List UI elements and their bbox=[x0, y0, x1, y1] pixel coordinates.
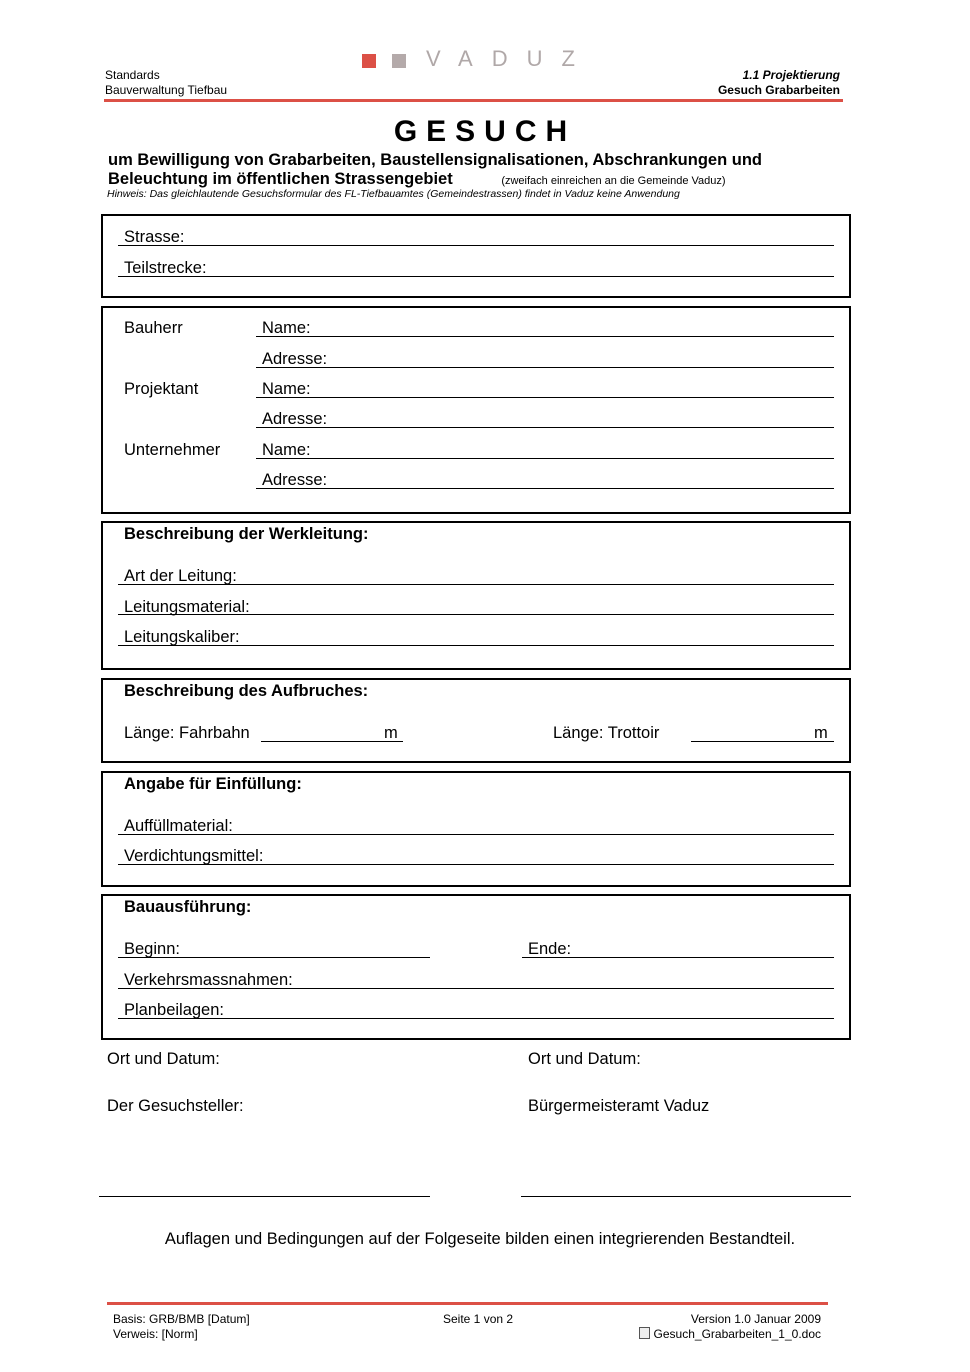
kaliber-label: Leitungskaliber: bbox=[124, 628, 240, 646]
fahrbahn-label: Länge: Fahrbahn bbox=[124, 724, 250, 742]
projektant-name-label: Name: bbox=[262, 380, 311, 398]
unternehmer-name-field[interactable] bbox=[256, 458, 834, 459]
header-department: Bauverwaltung Tiefbau bbox=[105, 83, 228, 97]
beginn-field[interactable] bbox=[118, 957, 430, 958]
verdichtung-field[interactable] bbox=[118, 864, 834, 865]
document-icon bbox=[639, 1327, 650, 1339]
footer-right bbox=[639, 1312, 821, 1342]
projektant-label: Projektant bbox=[124, 380, 199, 398]
material-field[interactable] bbox=[118, 614, 834, 615]
footer-left bbox=[113, 1312, 250, 1342]
header-standards: Standards bbox=[105, 68, 160, 82]
auflagen-text: Auflagen und Bedingungen auf der Folgeseite bilden einen integrierenden Bestandteil. bbox=[164, 1230, 796, 1248]
footer-version: Version 1.0 Januar 2009 bbox=[690, 1312, 821, 1326]
logo-grey-square bbox=[392, 54, 406, 68]
art-label: Art der Leitung: bbox=[124, 567, 237, 585]
unternehmer-adresse-field[interactable] bbox=[256, 488, 834, 489]
projektant-adresse-label: Adresse: bbox=[262, 410, 328, 428]
footer-basis: Basis: GRB/BMB [Datum] bbox=[113, 1312, 250, 1326]
trottoir-field[interactable] bbox=[691, 741, 834, 742]
buergermeisteramt-label: Bürgermeisteramt Vaduz bbox=[528, 1097, 710, 1115]
unternehmer-adresse-label: Adresse: bbox=[262, 471, 328, 489]
subtitle-line1: um Bewilligung von Grabarbeiten, Baustellensignalisationen, Abschrankungen und bbox=[108, 151, 762, 169]
auffuellmaterial-label: Auffüllmaterial: bbox=[124, 817, 233, 835]
plan-label: Planbeilagen: bbox=[124, 1001, 224, 1019]
einfuellung-heading: Angabe für Einfüllung: bbox=[124, 775, 302, 793]
bauherr-adresse-label: Adresse: bbox=[262, 350, 328, 368]
werkleitung-heading: Beschreibung der Werkleitung: bbox=[124, 525, 369, 543]
location-box bbox=[101, 214, 851, 298]
unternehmer-label: Unternehmer bbox=[124, 441, 221, 459]
bauherr-label: Bauherr bbox=[124, 319, 183, 337]
projektant-name-field[interactable] bbox=[256, 397, 834, 398]
ort-datum-right: Ort und Datum: bbox=[528, 1050, 641, 1068]
trottoir-unit: m bbox=[814, 724, 828, 742]
header-doc-title: Gesuch Grabarbeiten bbox=[717, 83, 840, 97]
bauherr-name-field[interactable] bbox=[256, 336, 834, 337]
header-left bbox=[105, 68, 227, 98]
footer-page: Seite 1 von 2 bbox=[443, 1312, 514, 1326]
footer-file bbox=[639, 1327, 821, 1342]
art-field[interactable] bbox=[118, 584, 834, 585]
gesuchsteller-label: Der Gesuchsteller: bbox=[107, 1097, 244, 1115]
bauausfuehrung-heading: Bauausführung: bbox=[124, 898, 252, 916]
header-rule bbox=[104, 99, 843, 102]
hinweis-note: Hinweis: Das gleichlautende Gesuchsformular des FL-Tiefbauamtes (Gemeindestrassen) findet in Vaduz keine Anwendung bbox=[107, 188, 680, 200]
kaliber-field[interactable] bbox=[118, 645, 834, 646]
gesuchsteller-signature-line[interactable] bbox=[99, 1196, 430, 1197]
beginn-label: Beginn: bbox=[124, 940, 180, 958]
projektant-adresse-field[interactable] bbox=[256, 427, 834, 428]
fahrbahn-unit: m bbox=[384, 724, 398, 742]
verkehr-field[interactable] bbox=[118, 988, 834, 989]
aufbruch-heading: Beschreibung des Aufbruches: bbox=[124, 682, 369, 700]
teilstrecke-field[interactable] bbox=[118, 276, 834, 277]
bauherr-name-label: Name: bbox=[262, 319, 311, 337]
ende-label: Ende: bbox=[528, 940, 572, 958]
ort-datum-left: Ort und Datum: bbox=[107, 1050, 220, 1068]
footer-filename: Gesuch_Grabarbeiten_1_0.doc bbox=[653, 1327, 821, 1341]
auffuellmaterial-field[interactable] bbox=[118, 834, 834, 835]
trottoir-label: Länge: Trottoir bbox=[553, 724, 660, 742]
buergermeisteramt-signature-line[interactable] bbox=[521, 1196, 851, 1197]
plan-field[interactable] bbox=[118, 1018, 834, 1019]
logo-text: VADUZ bbox=[426, 46, 594, 71]
header-right bbox=[718, 68, 840, 98]
teilstrecke-label: Teilstrecke: bbox=[124, 259, 207, 277]
verdichtung-label: Verdichtungsmittel: bbox=[124, 847, 264, 865]
strasse-field[interactable] bbox=[118, 245, 834, 246]
footer-verweis: Verweis: [Norm] bbox=[113, 1327, 198, 1341]
header-section: 1.1 Projektierung bbox=[742, 68, 840, 82]
subtitle-note: (zweifach einreichen an die Gemeinde Vaduz) bbox=[501, 175, 726, 187]
unternehmer-name-label: Name: bbox=[262, 441, 311, 459]
subtitle-line2-text: Beleuchtung im öffentlichen Strassengebiet bbox=[108, 170, 453, 188]
verkehr-label: Verkehrsmassnahmen: bbox=[124, 971, 293, 989]
material-label: Leitungsmaterial: bbox=[124, 598, 250, 616]
parties-box bbox=[101, 306, 851, 514]
bauherr-adresse-field[interactable] bbox=[256, 367, 834, 368]
page-title: GESUCH bbox=[393, 115, 577, 148]
strasse-label: Strasse: bbox=[124, 228, 185, 246]
ende-field[interactable] bbox=[522, 957, 834, 958]
fahrbahn-field[interactable] bbox=[261, 741, 403, 742]
footer-rule bbox=[107, 1302, 828, 1305]
logo-red-square bbox=[362, 54, 376, 68]
